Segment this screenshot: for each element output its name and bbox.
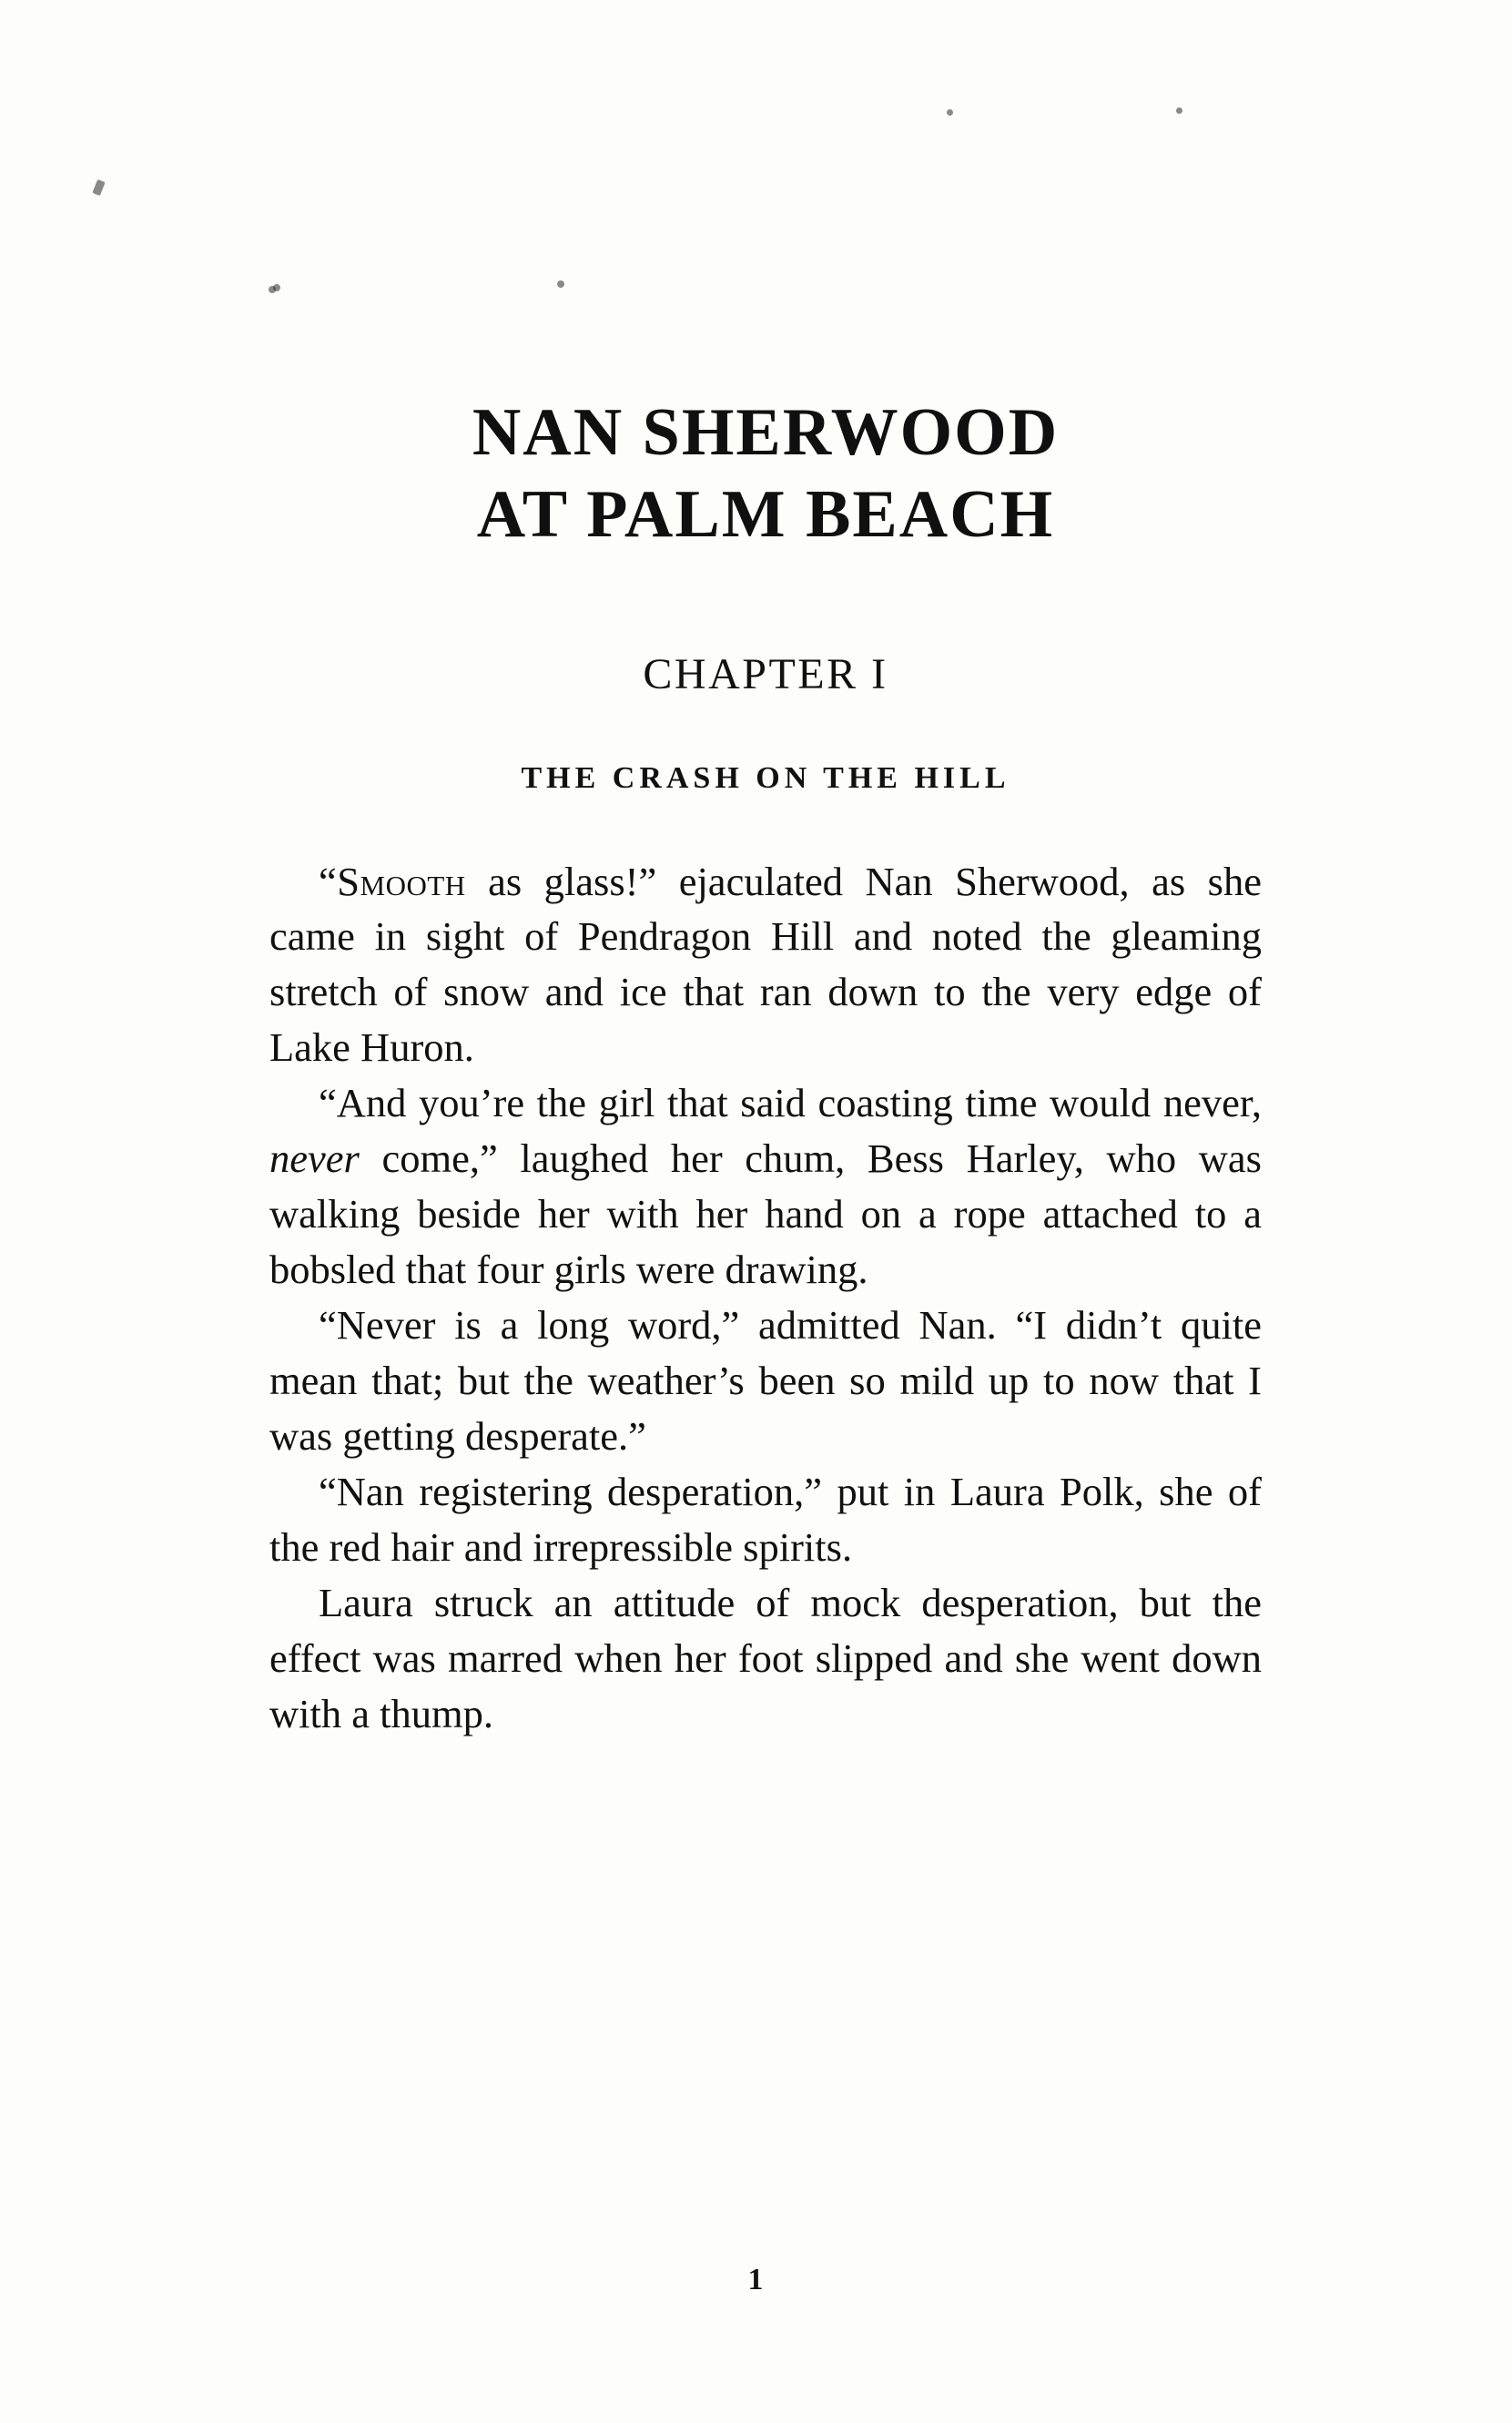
page-title-line-1: NAN SHERWOOD — [472, 395, 1060, 470]
paragraph-1-lead: “Smooth — [319, 858, 466, 904]
paragraph-5: Laura struck an attitude of mock desperation, but the effect was marred when her foot slipped and she went down with a thump. — [269, 1579, 1262, 1736]
page-title-line-2: AT PALM BEACH — [476, 477, 1055, 553]
page-number: 1 — [747, 2263, 765, 2296]
paragraph-4: “Nan registering desperation,” put in Laura Polk, she of the red hair and irrepressible spirits. — [269, 1469, 1262, 1570]
paragraph-2-italic: never — [269, 1135, 360, 1182]
chapter-number: CHAPTER I — [643, 649, 888, 698]
paragraph-2 — [269, 1075, 1262, 1298]
page-content — [269, 0, 1262, 1742]
body-text — [269, 854, 1262, 1742]
paragraph-1 — [269, 854, 1262, 1076]
paragraph-3: “Never is a long word,” admitted Nan. “I didn’t quite mean that; but the weather’s been so mild up to now that I was getting desperate.” — [269, 1302, 1262, 1460]
page-title — [269, 392, 1262, 556]
chapter-title: THE CRASH ON THE HILL — [521, 760, 1010, 795]
paragraph-2-part-b: come,” laughed her chum, Bess Harley, who was walking beside her with her hand on a rope attached to a bobsled that four girls were drawing. — [269, 1135, 1262, 1293]
paragraph-2-part-a: “And you’re the girl that said coasting time would never, — [319, 1080, 1262, 1126]
scan-speck — [92, 179, 105, 196]
paragraph-1-text: as glass!” ejaculated Nan Sherwood, as she came in sight of Pendragon Hill and noted the gleaming stretch of snow and ice that ran down to the very edge of Lake Huron. — [269, 858, 1262, 1071]
